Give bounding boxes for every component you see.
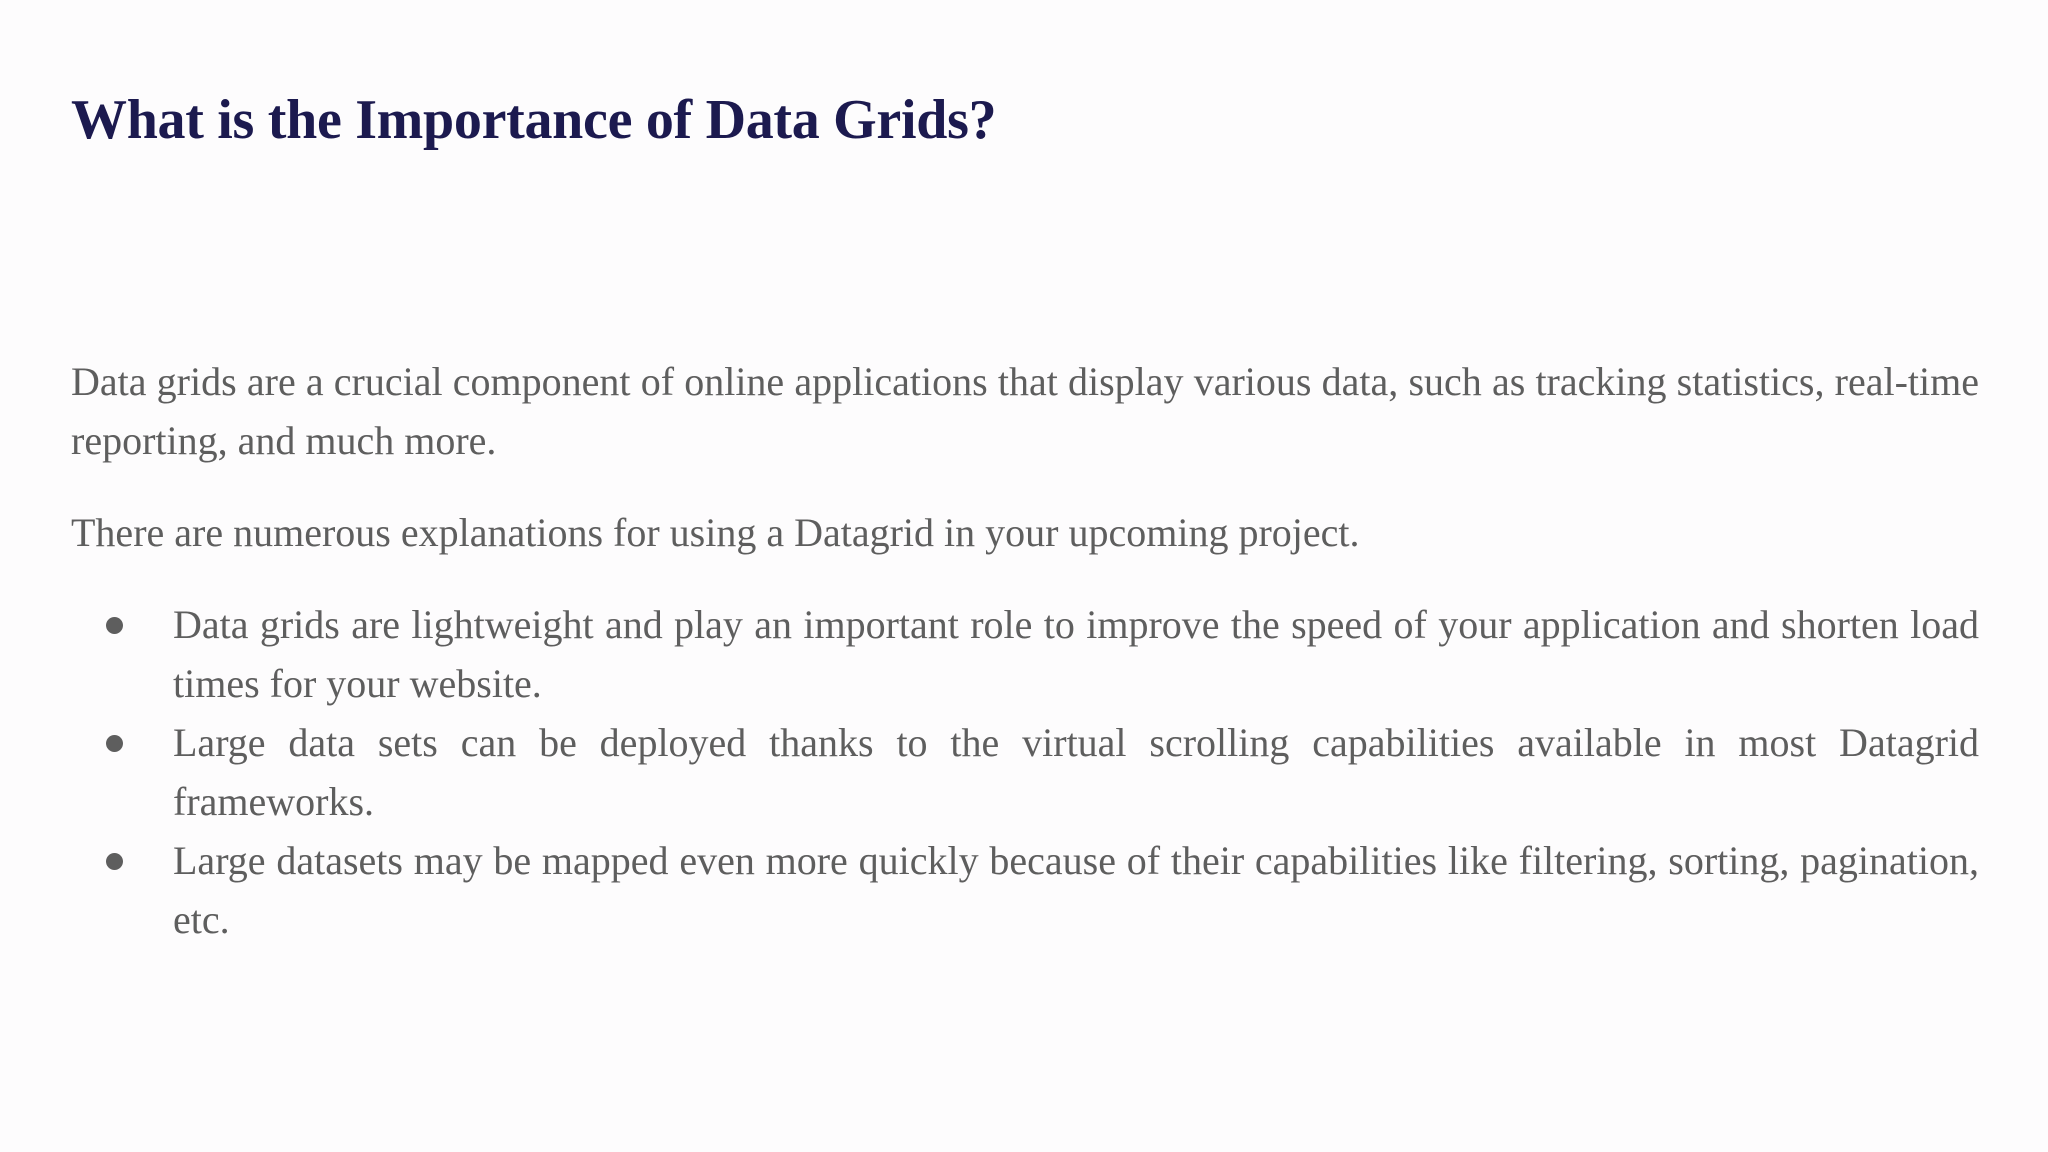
bullet-item (71, 831, 1979, 949)
reasons-paragraph: There are numerous explanations for using a Datagrid in your upcoming project. (71, 510, 1360, 555)
bullet-dot-icon (106, 735, 123, 752)
bullet-text: Large datasets may be mapped even more quickly because of their capabilities like filtering, sorting, pagination, etc. (173, 838, 1979, 942)
bullet-dot-icon (106, 853, 123, 870)
bullet-item (71, 713, 1979, 831)
bullet-dot-icon (106, 617, 123, 634)
bullet-text: Data grids are lightweight and play an important role to improve the speed of your application and shorten load times for your website. (173, 602, 1979, 706)
intro-paragraph: Data grids are a crucial component of online applications that display various data, such as tracking statistics, real-time reporting, and much more. (71, 359, 1979, 463)
bullet-text: Large data sets can be deployed thanks to the virtual scrolling capabilities available in most Datagrid frameworks. (173, 720, 1979, 824)
bullet-item (71, 595, 1979, 713)
bullet-list (71, 595, 1979, 949)
slide-title: What is the Importance of Data Grids? (71, 89, 997, 151)
slide-body (71, 352, 1979, 949)
